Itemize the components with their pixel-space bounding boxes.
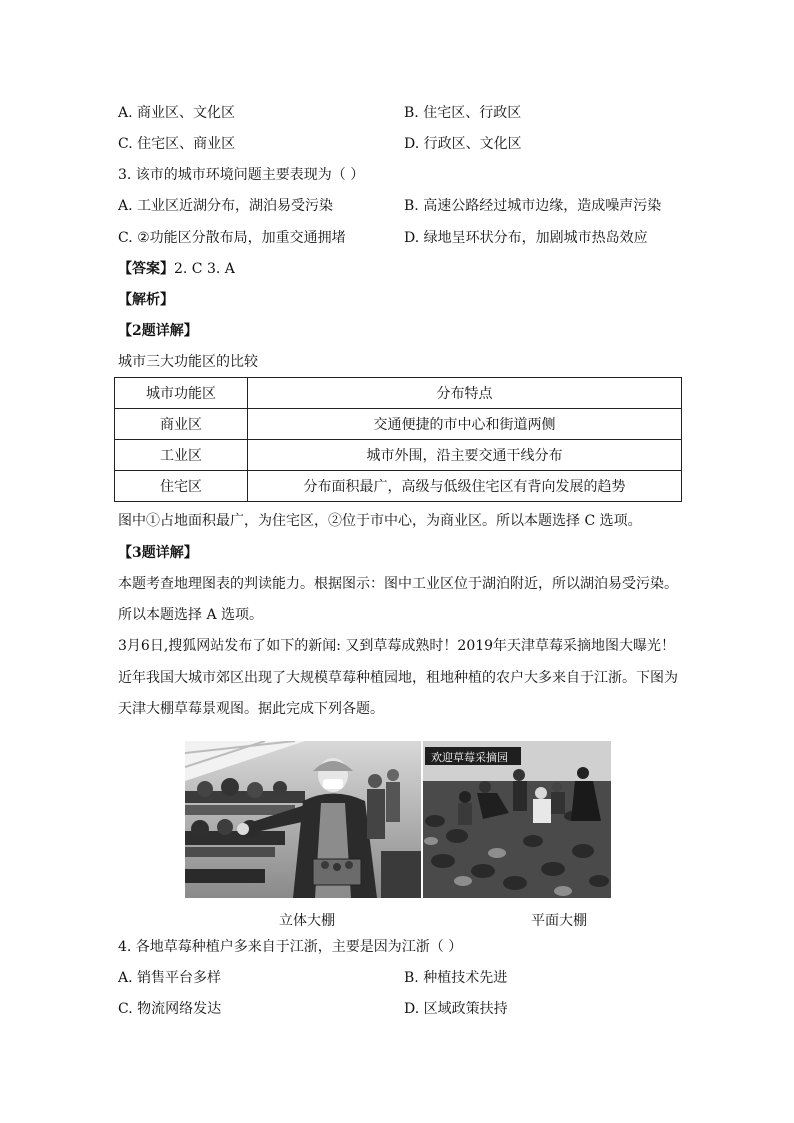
vertical-greenhouse-photo (185, 741, 421, 898)
answer-text: 2. C 3. A (174, 261, 235, 277)
q2-option-b: B. 住宅区、行政区 (404, 105, 522, 121)
q2-detail-label: 【2题详解】 (118, 323, 198, 339)
q2-explanation: 图中①占地面积最广，为住宅区，②位于市中心，为商业区。所以本题选择 C 选项。 (118, 513, 642, 529)
table-row (115, 409, 682, 440)
flat-greenhouse-caption: 平面大棚 (531, 913, 587, 929)
table-header-zone: 城市功能区 (115, 378, 248, 409)
analysis-label: 【解析】 (118, 292, 174, 308)
q3-option-a: A. 工业区近湖分布，湖泊易受污染 (118, 198, 334, 214)
table-row (115, 471, 682, 502)
vertical-greenhouse-illustration (185, 741, 421, 898)
table-cell-feature: 交通便捷的市中心和街道两侧 (248, 409, 682, 440)
greenhouse-sign: 欢迎草莓采摘园 (431, 751, 508, 764)
answer-label: 【答案】 (118, 261, 174, 277)
q3-stem: 3. 该市的城市环境问题主要表现为（ ） (118, 167, 365, 183)
q3-option-b: B. 高速公路经过城市边缘，造成噪声污染 (404, 198, 662, 214)
q2-option-a: A. 商业区、文化区 (118, 105, 236, 121)
passage-line-1: 3月6日,搜狐网站发布了如下的新闻: 又到草莓成熟时！2019年天津草莓采摘地图大曝光！ (118, 638, 676, 654)
table-title: 城市三大功能区的比较 (118, 354, 258, 370)
table-cell-zone: 住宅区 (115, 471, 248, 502)
vertical-greenhouse-caption: 立体大棚 (279, 913, 335, 929)
q2-option-c: C. 住宅区、商业区 (118, 136, 236, 152)
passage-line-2: 近年我国大城市郊区出现了大规模草莓种植园地，租地种植的农户大多来自于江浙。下图为 (118, 670, 678, 686)
table-cell-feature: 分布面积最广，高级与低级住宅区有背向发展的趋势 (248, 471, 682, 502)
table-cell-feature: 城市外围，沿主要交通干线分布 (248, 440, 682, 471)
q3-option-c: C. ②功能区分散布局，加重交通拥堵 (118, 230, 346, 246)
answer-line (118, 259, 235, 279)
function-zone-table (114, 377, 682, 502)
q4-option-b: B. 种植技术先进 (404, 970, 508, 986)
table-header-row (115, 378, 682, 409)
q3-explanation-1: 本题考查地理图表的判读能力。根据图示：图中工业区位于湖泊附近，所以湖泊易受污染。 (118, 576, 678, 592)
q3-detail-label: 【3题详解】 (118, 545, 198, 561)
flat-greenhouse-photo (423, 741, 611, 898)
q3-explanation-2: 所以本题选择 A 选项。 (118, 607, 264, 623)
table-row (115, 440, 682, 471)
q4-option-d: D. 区域政策扶持 (404, 1001, 508, 1017)
q4-option-c: C. 物流网络发达 (118, 1001, 222, 1017)
table-cell-zone: 工业区 (115, 440, 248, 471)
table-cell-zone: 商业区 (115, 409, 248, 440)
q4-option-a: A. 销售平台多样 (118, 970, 222, 986)
table-header-feature: 分布特点 (248, 378, 682, 409)
q2-option-d: D. 行政区、文化区 (404, 136, 522, 152)
q4-stem: 4. 各地草莓种植户多来自于江浙，主要是因为江浙（ ） (118, 939, 463, 955)
passage-line-3: 天津大棚草莓景观图。据此完成下列各题。 (118, 701, 384, 717)
flat-greenhouse-illustration (423, 741, 611, 898)
q3-option-d: D. 绿地呈环状分布，加剧城市热岛效应 (404, 230, 648, 246)
